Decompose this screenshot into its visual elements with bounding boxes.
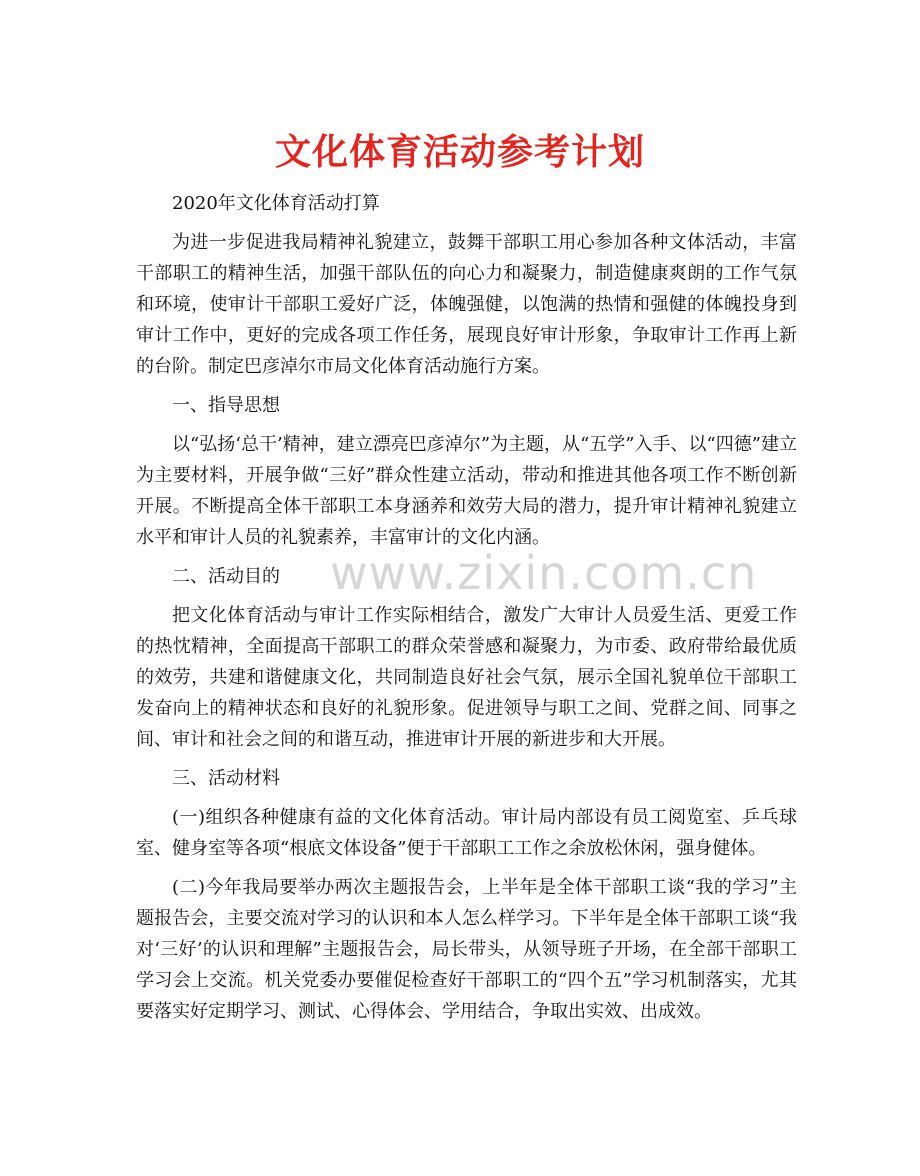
document-title: 文化体育活动参考计划 [274,131,645,173]
paragraph-intro: 为进一步促进我局精神礼貌建立，鼓舞干部职工用心参加各种文体活动，丰富干部职工的精神生活，加强干部队伍的向心力和凝聚力，制造健康爽朗的工作气氛和环境，使审计干部职工爱好广泛，体魄强健，以饱满的热情和强健的体魄投身到审计工作中，更好的完成各项工作任务，展现良好审计形象，争取审计工作再上新的台阶。制定巴彦淖尔市局文化体育活动施行方案。 [136,232,797,377]
document-body [0,188,920,1027]
paragraph-material-1: (一)组织各种健康有益的文化体育活动。审计局内部设有员工阅览室、乒乓球室、健身室等各项“根底文体设备”便于干部职工工作之余放松休闲，强身健体。 [136,807,797,859]
section-heading-3: 三、活动材料 [172,768,280,789]
section-heading-2: 二、活动目的 [172,566,280,587]
paragraph-purpose: 把文化体育活动与审计工作实际相结合，激发广大审计人员爱生活、更爱工作的热忱精神，全面提高干部职工的群众荣誉感和凝聚力，为市委、政府带给最优质的效劳，共建和谐健康文化，共同制造良好社会气氛，展示全国礼貌单位干部职工发奋向上的精神状态和良好的礼貌形象。促进领导与职工之间、党群之间、同事之间、审计和社会之间的和谐互动，推进审计开展的新进步和大开展。 [136,605,797,750]
section-heading-1: 一、指导思想 [172,395,280,416]
watermark: www.zixin.com.cn [330,546,758,600]
paragraph-guiding-thought: 以“弘扬‘总干’精神，建立漂亮巴彦淖尔”为主题，从“五学”入手、以“四德”建立为主要材料，开展争做“三好”群众性建立活动，带动和推进其他各项工作不断创新开展。不断提高全体干部职工本身涵养和效劳大局的潜力，提升审计精神礼貌建立水平和审计人员的礼貌素养，丰富审计的文化内涵。 [136,434,797,548]
paragraph-subtitle: 2020年文化体育活动打算 [172,193,380,214]
paragraph-material-2: (二)今年我局要举办两次主题报告会，上半年是全体干部职工谈“我的学习”主题报告会，主要交流对学习的认识和本人怎么样学习。下半年是全体干部职工谈“我对‘三好’的认识和理解”主题报告会，局长带头，从领导班子开场，在全部干部职工学习会上交流。机关党委办要催促检查好干部职工的“四个五”学习机制落实，尤其要落实好定期学习、测试、心得体会、学用结合，争取出实效、出成效。 [136,877,797,1022]
